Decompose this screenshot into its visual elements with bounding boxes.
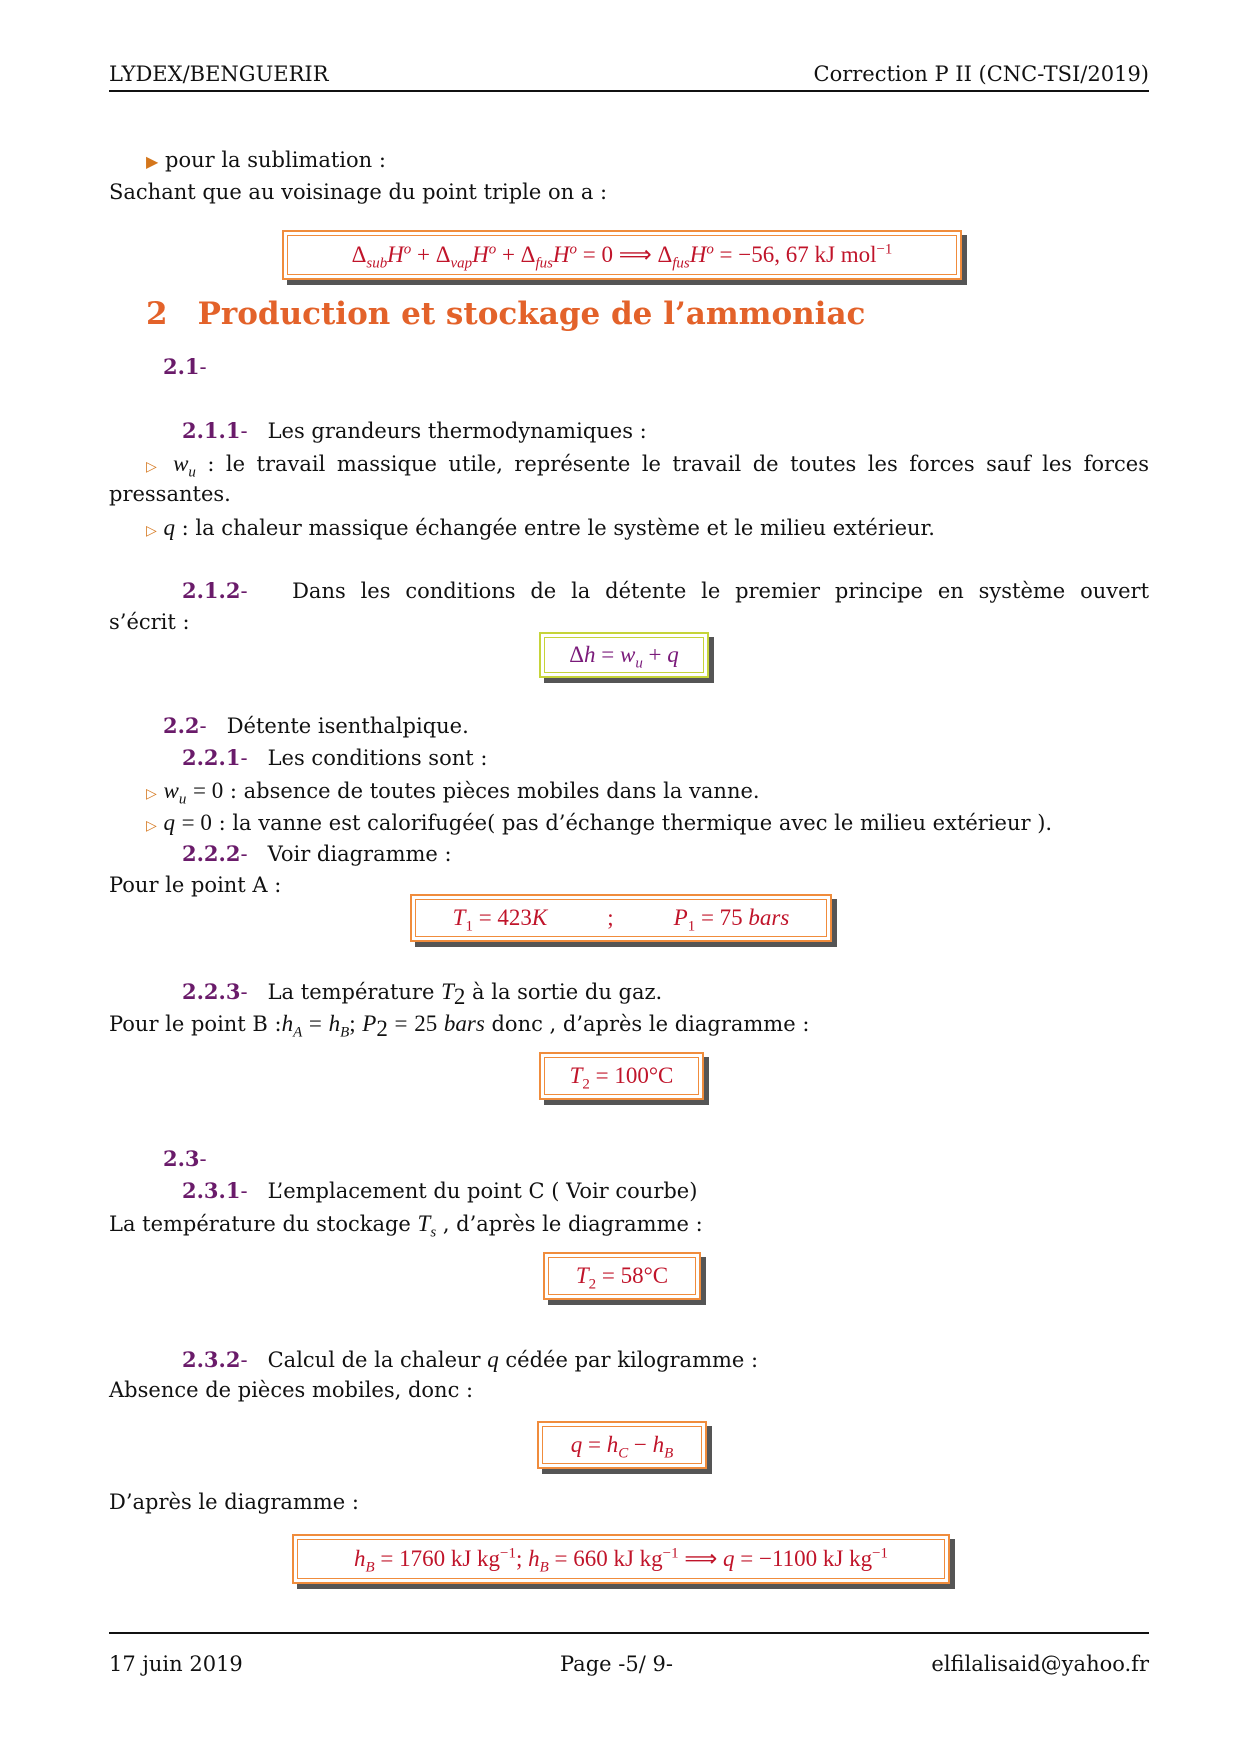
subsection-2-1-label: 2.1- (163, 354, 207, 379)
subsection-2-1-1-title: Les grandeurs thermodynamiques : (267, 419, 647, 443)
triangle-bullet-icon: ▶ (146, 152, 159, 171)
subsection-2-2-title: Détente isenthalpique. (226, 714, 469, 738)
header-rule (109, 90, 1149, 92)
condition-q: ▷ q = 0 : la vanne est calorifugée( pas d’échange thermique avec le milieu extérieur ). (146, 810, 1053, 835)
q-value: −1100 (759, 1546, 818, 1571)
formula-box-first-principle: $\Delta h = w_u + q$ (539, 632, 709, 678)
subsection-2-2: 2.2- Détente isenthalpique. (163, 713, 469, 738)
formula-box-ts: $T_2 = 58^\circ C$ (543, 1252, 701, 1300)
q-definition: ▷ q : la chaleur massique échangée entre le système et le milieu extérieur. (146, 515, 935, 540)
subsection-2-2-1-title: Les conditions sont : (267, 746, 488, 770)
t1-value: 423 (497, 905, 532, 930)
small-triangle-bullet-icon: ▷ (146, 523, 157, 539)
formula-box-point-a: $T_1 = 423K$ ; $P_1 = 75$ bars (410, 894, 832, 942)
formula-box-fusion-enthalpy: $\Delta_{sub}H^o + \Delta_{vap}H^o + \Delta_{fus}H^o = 0$ ⟹ $\Delta_{fus}H^o = -56$, 67 kJ mol$^{-1}$ (282, 230, 962, 280)
point-a-line: Pour le point A : (109, 873, 282, 897)
condition-wu: ▷ $w_u = 0$ : absence de toutes pièces mobiles dans la vanne. (146, 778, 760, 808)
subsection-2-2-2: 2.2.2- Voir diagramme : (182, 841, 452, 866)
diagram-line: D’après le diagramme : (109, 1490, 359, 1514)
p2-value: 25 (414, 1011, 438, 1036)
small-triangle-bullet-icon: ▷ (146, 786, 157, 802)
small-triangle-bullet-icon: ▷ (146, 459, 162, 475)
p1-value: 75 (719, 905, 743, 930)
subsection-2-3-1: 2.3.1- L’emplacement du point C ( Voir courbe) (182, 1178, 698, 1203)
sublimation-line: Sachant que au voisinage du point triple on a : (109, 180, 608, 204)
footer-rule (109, 1632, 1149, 1634)
formula-box-t2: $T_2 = 100^\circ C$ (539, 1052, 704, 1100)
sublimation-text: pour la sublimation : (165, 148, 386, 172)
subsection-2-2-2-title: Voir diagramme : (267, 842, 452, 866)
header-right: Correction P II (CNC-TSI/2019) (813, 62, 1149, 86)
small-triangle-bullet-icon: ▷ (146, 818, 157, 834)
section-2-number: 2 (146, 296, 168, 332)
subsection-2-1-2-text: Dans les conditions de la détente le premier principe en système ouvert (292, 579, 1150, 603)
formula-box-q: $q = h_C - h_B$ (537, 1421, 707, 1469)
subsection-2-3-2: 2.3.2- Calcul de la chaleur q cédée par kilogramme : (182, 1347, 759, 1372)
subsection-2-1-2-cont: s’écrit : (109, 610, 190, 634)
ts-value: 58 (620, 1263, 644, 1288)
hb-alt-value: 660 (573, 1546, 608, 1571)
footer-email: elfilalisaid@yahoo.fr (931, 1652, 1149, 1676)
header-left: LYDEX/BENGUERIR (109, 62, 329, 86)
fusion-enthalpy-value: −56, 67 (738, 242, 809, 267)
footer-page-number: Page -5/ 9- (560, 1652, 673, 1676)
wu-definition: ▷ $w_u$ : le travail massique utile, représente le travail de toutes les forces sauf les forces (146, 451, 1149, 481)
wu-definition-cont: pressantes. (109, 482, 231, 506)
subsection-2-2-1: 2.2.1- Les conditions sont : (182, 745, 488, 770)
subsection-2-1-2: 2.1.2- Dans les conditions de la détente le premier principe en système ouvert (182, 578, 1150, 603)
no-moving-parts-line: Absence de pièces mobiles, donc : (109, 1378, 474, 1402)
subsection-2-2-3: 2.2.3- La température $T_2$ à la sortie du gaz. (182, 979, 663, 1010)
subsection-2-3-1-title: L’emplacement du point C ( Voir courbe) (267, 1179, 698, 1203)
subsection-2-3-label: 2.3- (163, 1146, 207, 1171)
footer-date: 17 juin 2019 (109, 1652, 243, 1676)
hb-value: 1760 (399, 1546, 446, 1571)
subsection-2-1-1: 2.1.1- Les grandeurs thermodynamiques : (182, 418, 647, 443)
storage-temperature-line: La température du stockage $T_s$ , d’après le diagramme : (109, 1211, 703, 1241)
point-b-line: Pour le point B $:h_A = h_B$; $P_2 = 25$ bars donc , d’après le diagramme : (109, 1011, 810, 1042)
formula-box-enthalpies: $h_B = 1760$ kJ $kg^{-1}$; $h_B = 660$ kJ $kg^{-1}$ ⟹ q = −1100 kJ $kg^{-1}$ (292, 1534, 950, 1584)
section-2-heading (146, 296, 865, 333)
section-2-title: Production et stockage de l’ammoniac (197, 296, 866, 332)
sublimation-item (146, 148, 386, 173)
t2-value: 100 (614, 1063, 649, 1088)
